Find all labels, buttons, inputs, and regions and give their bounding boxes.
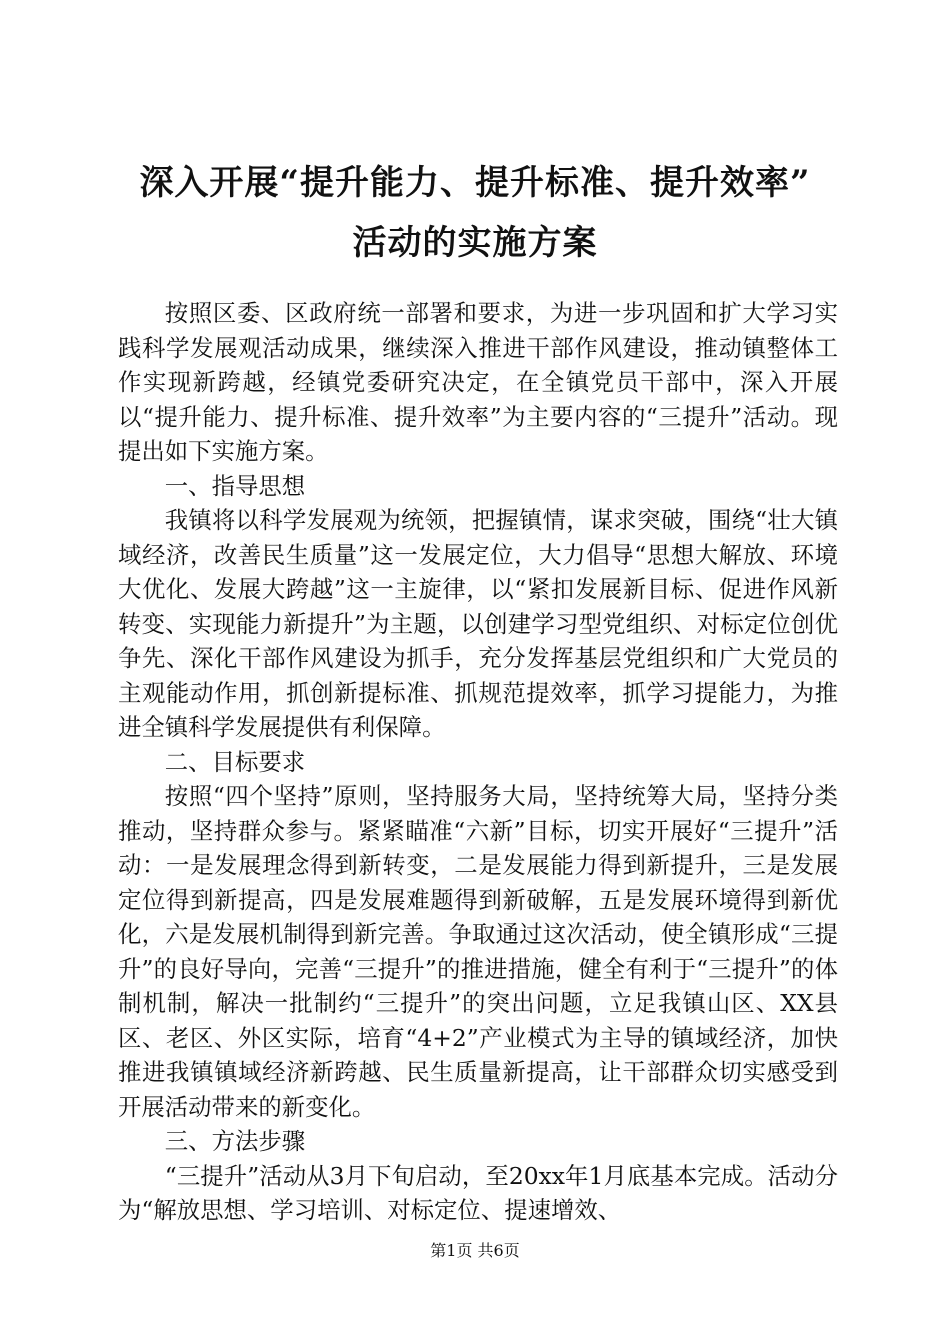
intro-paragraph: 按照区委、区政府统一部署和要求，为进一步巩固和扩大学习实践科学发展观活动成果，继续深入推进干部作风建设，推动镇整体工作实现新跨越，经镇党委研究决定，在全镇党员干部中，深入开展以“提升能力、提升标准、提升效率”为主要内容的“三提升”活动。现提出如下实施方案。	[118, 299, 838, 465]
section-heading-goals: 二、目标要求	[164, 747, 306, 776]
guiding-thought-paragraph: 我镇将以科学发展观为统领，把握镇情，谋求突破，围绕“壮大镇域经济，改善民生质量”这一发展定位，大力倡导“思想大解放、环境大优化、发展大跨越”这一主旋律，以“紧扣发展新目标、促进作风新转变、实现能力新提升”为主题，以创建学习型党组织、对标定位创优争先、深化干部作风建设为抓手，充分发挥基层党组织和广大党员的主观能动作用，抓创新提标准、抓规范提效率，抓学习提能力，为推进全镇科学发展提供有利保障。	[118, 506, 838, 741]
document-body	[118, 296, 838, 1228]
goals-paragraph: 按照“四个坚持”原则，坚持服务大局，坚持统筹大局，坚持分类推动，坚持群众参与。紧紧瞄准“六新”目标，切实开展好“三提升”活动：一是发展理念得到新转变，二是发展能力得到新提升，三是发展定位得到新提高，四是发展难题得到新破解，五是发展环境得到新优化，六是发展机制得到新完善。争取通过这次活动，使全镇形成“三提升”的良好导向，完善“三提升”的推进措施，健全有利于“三提升”的体制机制，解决一批制约“三提升”的突出问题，立足我镇山区、XX县区、老区、外区实际，培育“4+2”产业模式为主导的镇域经济，加快推进我镇镇域经济新跨越、民生质量新提高，让干部群众切实感受到开展活动带来的新变化。	[118, 782, 838, 1121]
steps-paragraph: “三提升”活动从3月下旬启动，至20xx年1月底基本完成。活动分为“解放思想、学习培训、对标定位、提速增效、	[118, 1161, 838, 1224]
document-title-line-1: 深入开展“提升能力、提升标准、提升效率”	[139, 163, 811, 203]
page-number-footer: 第1页 共6页	[430, 1241, 520, 1260]
section-heading-steps: 三、方法步骤	[164, 1127, 306, 1155]
section-heading-guiding-thought: 一、指导思想	[164, 471, 306, 500]
document-title-line-2: 活动的实施方案	[352, 223, 598, 263]
